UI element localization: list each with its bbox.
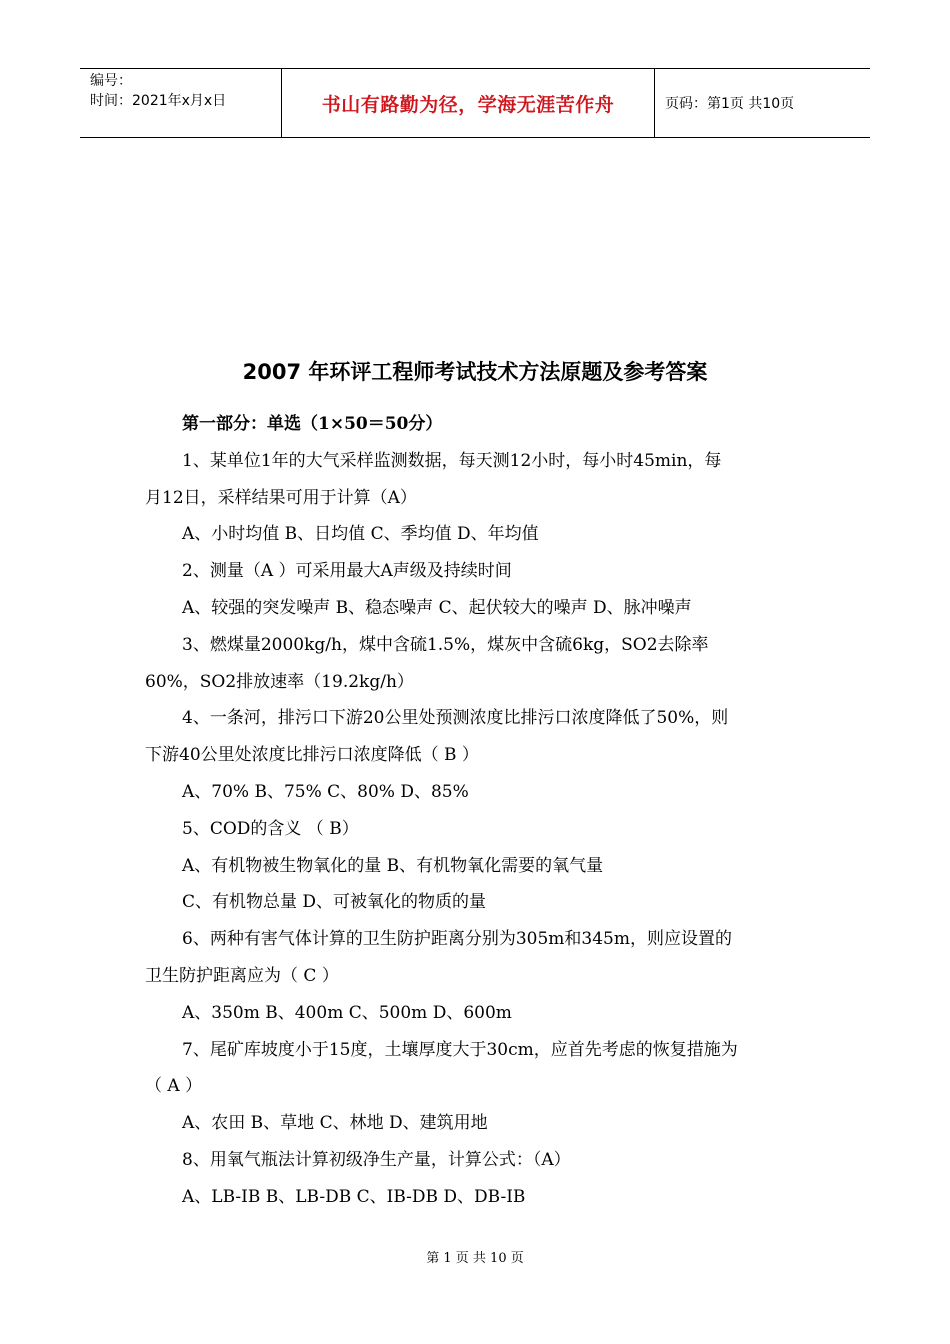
header-meta-cell — [80, 69, 282, 137]
body-line: 60%，SO2排放速率（19.2kg/h） — [145, 671, 414, 692]
body-line: A、较强的突发噪声 B、稳态噪声 C、起伏较大的噪声 D、脉冲噪声 — [182, 597, 692, 618]
body-line: 8、用氧气瓶法计算初级净生产量，计算公式：（A） — [182, 1149, 571, 1170]
time-label: 时间：2021年x月x日 — [90, 93, 227, 109]
body-line: 5、COD的含义 （ B） — [182, 818, 359, 839]
body-line: C、有机物总量 D、可被氧化的物质的量 — [182, 892, 487, 913]
section-heading: 第一部分：单选（1×50＝50分） — [182, 414, 443, 434]
body-line: A、有机物被生物氧化的量 B、有机物氧化需要的氧气量 — [182, 855, 604, 876]
body-line: 1、某单位1年的大气采样监测数据，每天测12小时，每小时45min，每 — [182, 450, 722, 471]
number-label: 编号： — [90, 73, 132, 89]
body-line: 下游40公里处浓度比排污口浓度降低（ B ） — [145, 745, 479, 766]
body-line: 7、尾矿库坡度小于15度，土壤厚度大于30cm，应首先考虑的恢复措施为 — [182, 1039, 738, 1060]
body-line: 6、两种有害气体计算的卫生防护距离分别为305m和345m，则应设置的 — [182, 929, 732, 950]
header-motto: 书山有路勤为径，学海无涯苦作舟 — [282, 69, 655, 137]
header-page-info: 页码：第1页 共10页 — [665, 96, 795, 112]
body-line: A、LB-IB B、LB-DB C、IB-DB D、DB-IB — [182, 1186, 526, 1207]
body-line: 2、测量（A ）可采用最大A声级及持续时间 — [182, 561, 512, 582]
body-line: A、350m B、400m C、500m D、600m — [182, 1002, 512, 1023]
document-body — [145, 406, 815, 1216]
page-footer: 第 1 页 共 10 页 — [426, 1251, 524, 1266]
body-line: （ A ） — [145, 1076, 203, 1097]
header-table — [80, 68, 870, 138]
body-line: 月12日，采样结果可用于计算（A） — [145, 487, 417, 508]
body-line: 卫生防护距离应为（ C ） — [145, 965, 339, 986]
body-line: 3、燃煤量2000kg/h，煤中含硫1.5%，煤灰中含硫6kg，SO2去除率 — [182, 634, 709, 655]
body-line: A、小时均值 B、日均值 C、季均值 D、年均值 — [182, 524, 539, 545]
body-line: A、70% B、75% C、80% D、85% — [182, 781, 469, 802]
body-line: A、农田 B、草地 C、林地 D、建筑用地 — [182, 1113, 488, 1134]
document-title: 2007 年环评工程师考试技术方法原题及参考答案 — [242, 360, 708, 384]
body-line: 4、一条河，排污口下游20公里处预测浓度比排污口浓度降低了50%，则 — [182, 708, 729, 729]
